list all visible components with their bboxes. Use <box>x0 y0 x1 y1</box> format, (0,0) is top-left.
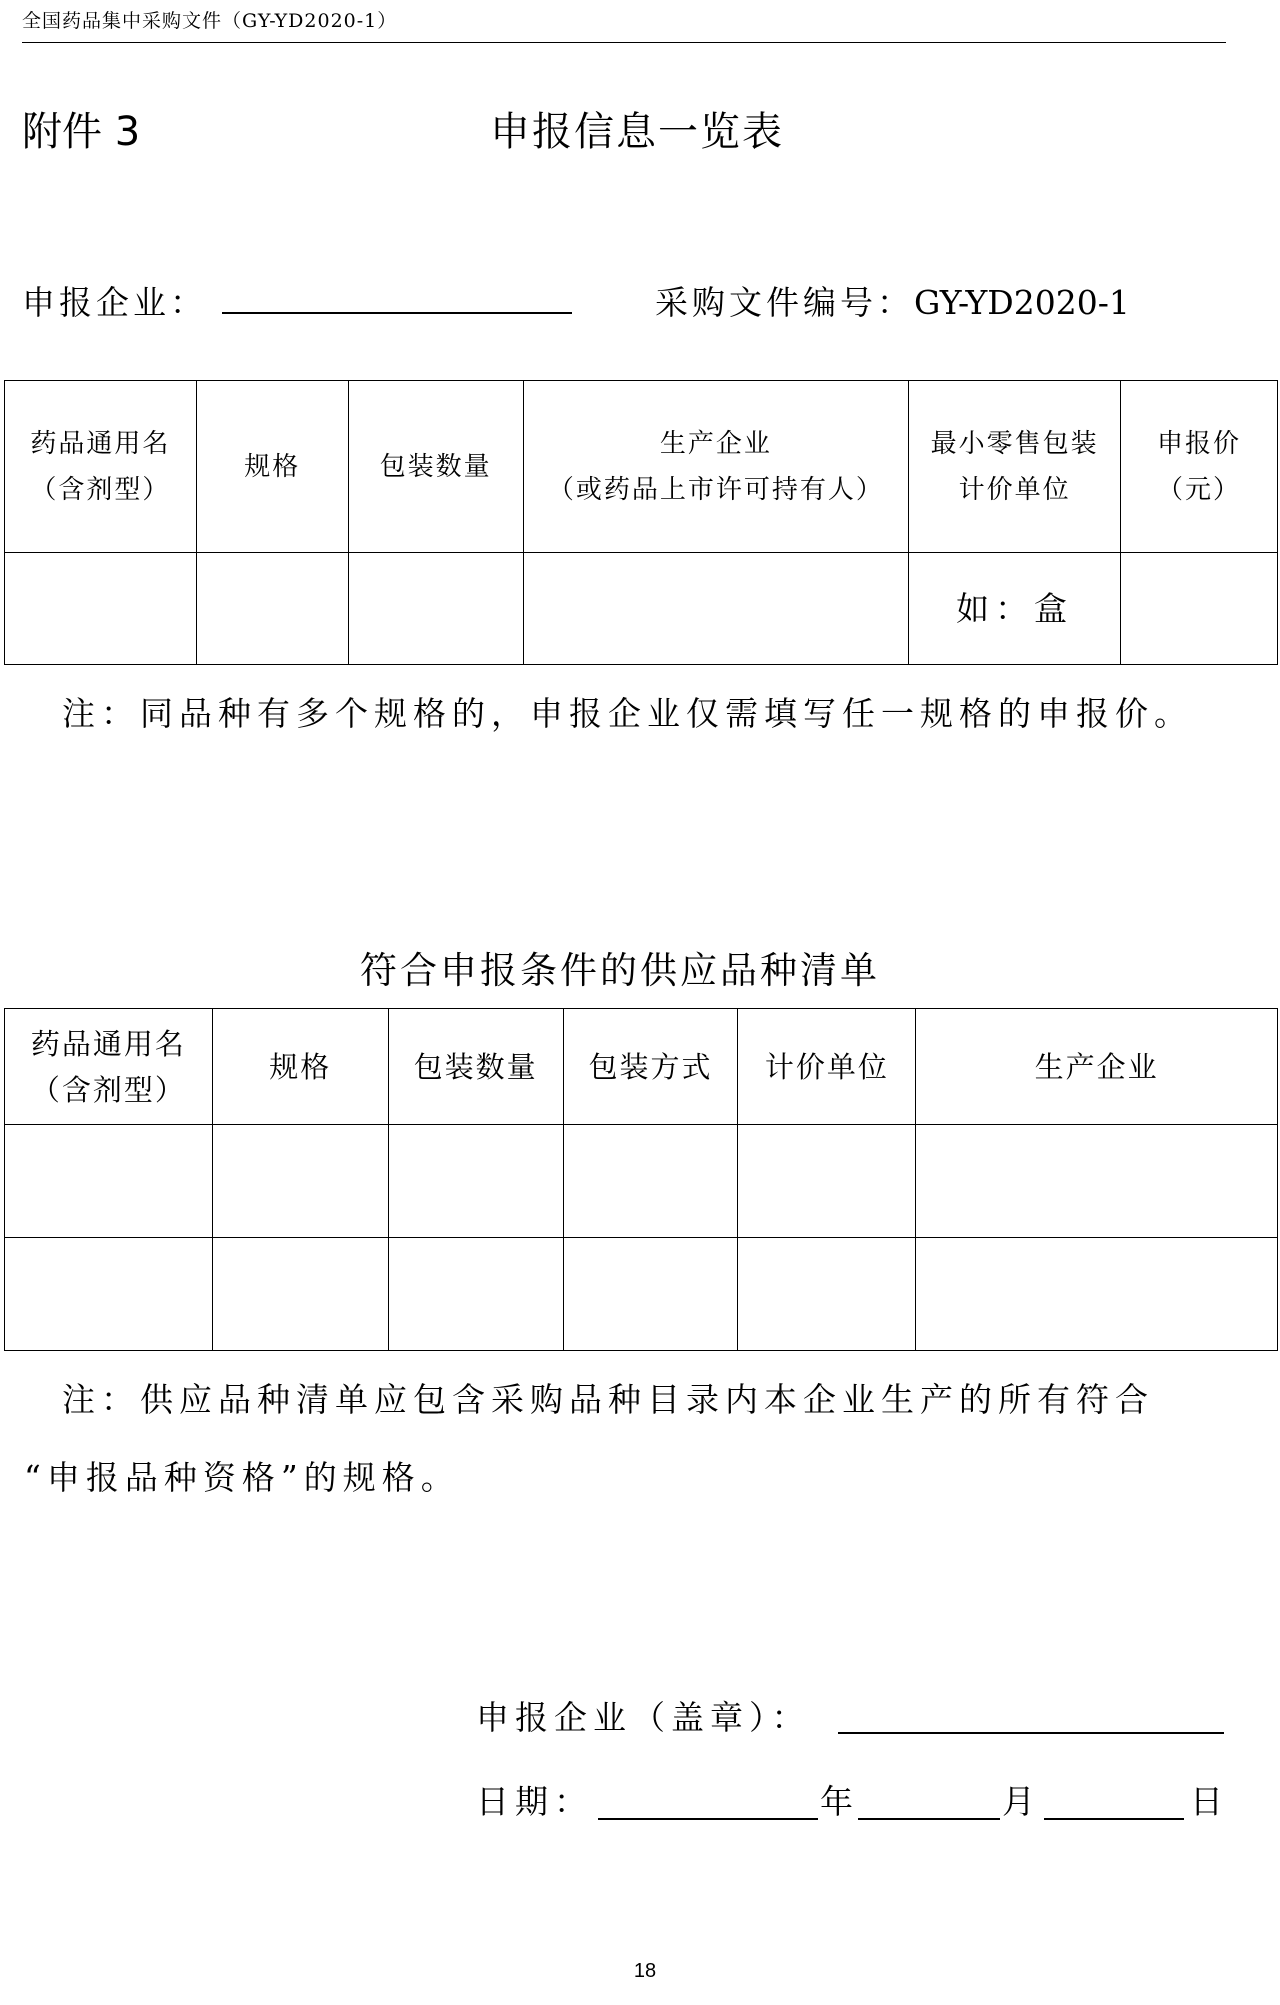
cell[interactable] <box>563 1238 738 1351</box>
cell[interactable] <box>916 1238 1278 1351</box>
header-rule <box>22 42 1226 43</box>
running-header: 全国药品集中采购文件（GY-YD2020-1） <box>22 10 398 32</box>
cell[interactable] <box>388 1125 563 1238</box>
declaration-table <box>4 380 1278 665</box>
note-2-line-1: 注：供应品种清单应包含采购品种目录内本企业生产的所有符合 <box>62 1380 1154 1419</box>
file-number <box>655 277 1130 324</box>
cell[interactable] <box>738 1125 916 1238</box>
header-spec: 规格 <box>212 1009 388 1125</box>
header-generic-name: 药品通用名 （含剂型） <box>5 1009 213 1125</box>
file-number-value: GY-YD2020-1 <box>914 283 1130 322</box>
header-price: 申报价 （元） <box>1121 381 1278 553</box>
enterprise-label: 申报企业： <box>22 283 207 322</box>
cell[interactable] <box>5 1125 213 1238</box>
cell-pack-qty[interactable] <box>348 553 523 665</box>
cell[interactable] <box>388 1238 563 1351</box>
seal-label: 申报企业（盖章）： <box>476 1698 811 1737</box>
enterprise-blank[interactable] <box>222 312 572 314</box>
declaration-header-row <box>5 381 1278 553</box>
day-blank[interactable] <box>1044 1818 1184 1820</box>
annex-label: 附件 3 <box>22 109 141 155</box>
date-label: 日期： <box>476 1782 593 1821</box>
header-generic-name: 药品通用名 （含剂型） <box>5 381 197 553</box>
cell[interactable] <box>5 1238 213 1351</box>
cell[interactable] <box>212 1125 388 1238</box>
cell-price[interactable] <box>1121 553 1278 665</box>
header-pack-qty: 包装数量 <box>348 381 523 553</box>
cell[interactable] <box>563 1125 738 1238</box>
year-blank[interactable] <box>598 1818 818 1820</box>
header-manufacturer: 生产企业 （或药品上市许可持有人） <box>523 381 909 553</box>
table-row <box>5 1125 1278 1238</box>
month-label: 月 <box>1002 1782 1041 1821</box>
seal-blank[interactable] <box>838 1732 1224 1734</box>
header-manufacturer: 生产企业 <box>916 1009 1278 1125</box>
note-1: 注：同品种有多个规格的，申报企业仅需填写任一规格的申报价。 <box>62 694 1193 733</box>
cell-manufacturer[interactable] <box>523 553 909 665</box>
table-row <box>5 553 1278 665</box>
cell[interactable] <box>916 1125 1278 1238</box>
day-label: 日 <box>1190 1782 1229 1821</box>
page-number: 18 <box>633 1960 657 1982</box>
list-title: 符合申报条件的供应品种清单 <box>360 949 880 992</box>
cell[interactable] <box>212 1238 388 1351</box>
cell-min-unit[interactable] <box>909 553 1121 665</box>
document-title: 申报信息一览表 <box>490 109 784 155</box>
note-2-line-2: “申报品种资格”的规格。 <box>24 1458 460 1497</box>
header-min-unit: 最小零售包装 计价单位 <box>909 381 1121 553</box>
file-number-label: 采购文件编号： <box>655 283 914 322</box>
table-row <box>5 1238 1278 1351</box>
supply-list-table <box>4 1008 1278 1351</box>
header-pack-method: 包装方式 <box>563 1009 738 1125</box>
year-label: 年 <box>820 1782 859 1821</box>
example-unit: 如：盒 <box>956 588 1074 628</box>
cell-generic-name[interactable] <box>5 553 197 665</box>
cell[interactable] <box>738 1238 916 1351</box>
header-spec: 规格 <box>196 381 348 553</box>
supply-header-row <box>5 1009 1278 1125</box>
header-unit: 计价单位 <box>738 1009 916 1125</box>
header-pack-qty: 包装数量 <box>388 1009 563 1125</box>
month-blank[interactable] <box>858 1818 1000 1820</box>
cell-spec[interactable] <box>196 553 348 665</box>
